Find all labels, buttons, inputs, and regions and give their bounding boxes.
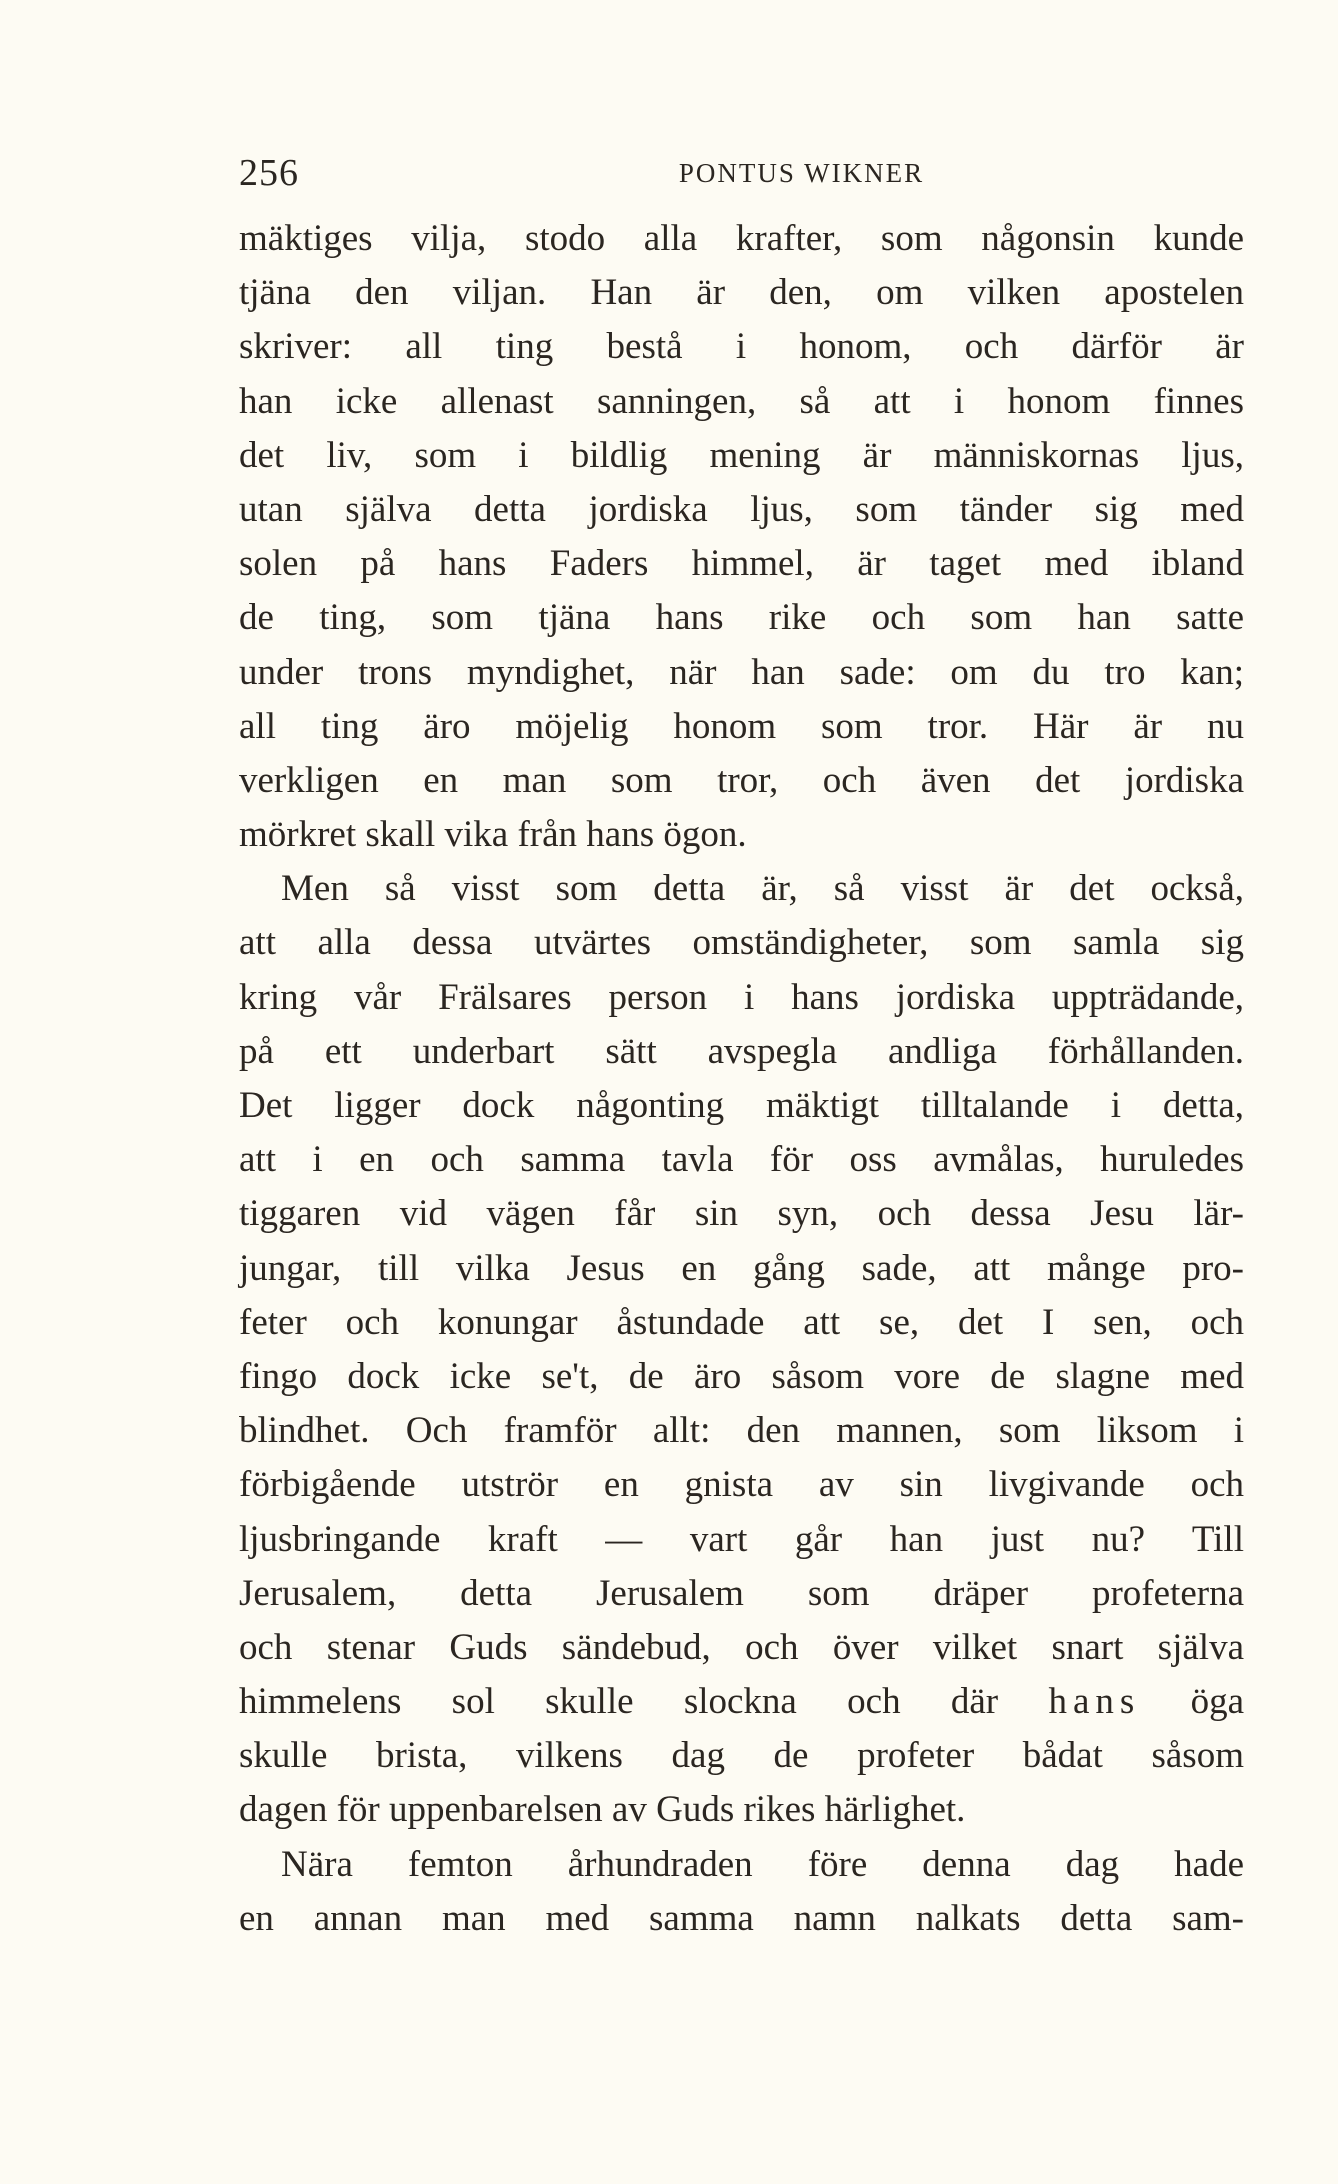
text-line-content: dagen för uppenbarelsen av Guds rikes härlighet. [239,1789,966,1831]
text-line [239,1513,1244,1567]
text-line [239,1783,1244,1837]
text-line [239,1025,1244,1079]
text-line [239,429,1244,483]
page-number: 256 [239,152,299,194]
text-line-content: all ting äro möjelig honom som tror. Här är nu [239,705,1244,747]
text-line-content: mäktiges vilja, stodo alla krafter, som någonsin kunde [239,218,1244,259]
text-line [239,754,1244,808]
text-line-content: tiggaren vid vägen får sin syn, och dessa Jesu lär- [239,1193,1244,1235]
text-line-content: det liv, som i bildlig mening är människornas ljus, [239,434,1244,476]
text-line-content: och stenar Guds sändebud, och över vilket snart själva [239,1626,1244,1668]
text-line [239,1242,1244,1296]
text-line-content: Jerusalem, detta Jerusalem som dräper profeterna [239,1572,1244,1614]
text-line [239,1838,1244,1892]
running-title: PONTUS WIKNER [678,158,925,188]
text-line-content: blindhet. Och framför allt: den mannen, som liksom i [239,1410,1244,1452]
text-line [239,1621,1244,1675]
text-line [239,1675,1244,1729]
text-line [239,375,1244,429]
text-line-content: fingo dock icke se't, de äro såsom vore de slagne med [239,1355,1244,1397]
text-line-content: Nära femton århundraden före denna dag hade [281,1843,1244,1885]
text-line-content: tjäna den viljan. Han är den, om vilken apostelen [239,272,1244,314]
text-line [239,916,1244,970]
text-line [239,483,1244,537]
emphasized-word: hans [1048,1681,1141,1723]
text-line [239,1567,1244,1621]
text-line-content: han icke allenast sanningen, så att i honom finnes [239,380,1244,422]
text-line-content: utan själva detta jordiska ljus, som tänder sig med [239,488,1244,530]
text-line [239,591,1244,645]
running-head [239,148,1244,198]
text-line-content: skriver: all ting bestå i honom, och därför är [239,326,1244,368]
text-line [239,646,1244,700]
text-line-content: under trons myndighet, när han sade: om du tro kan; [239,651,1244,693]
text-line-content: de ting, som tjäna hans rike och som han satte [239,597,1244,639]
body-text [239,212,1244,1946]
text-line [239,212,1244,266]
text-line [239,1296,1244,1350]
text-line [239,1404,1244,1458]
text-line [239,266,1244,320]
text-line [239,1892,1244,1946]
text-line-content: förbigående utströr en gnista av sin livgivande och [239,1464,1244,1506]
text-line [239,862,1244,916]
text-line [239,1458,1244,1512]
text-line-content: en annan man med samma namn nalkats detta sam- [239,1897,1244,1939]
text-line-content: mörkret skall vika från hans ögon. [239,814,747,856]
text-line [239,808,1244,862]
text-line-content: ljusbringande kraft — vart går han just nu? Till [239,1518,1244,1560]
text-line-content: skulle brista, vilkens dag de profeter bådat såsom [239,1735,1244,1777]
text-line-content: Men så visst som detta är, så visst är det också, [281,868,1244,910]
text-line-content: Det ligger dock någonting mäktigt tilltalande i detta, [239,1085,1244,1126]
text-line-content: himmelens sol skulle slockna och där [239,1681,999,1723]
text-line-tail: öga [1190,1681,1245,1723]
text-line [239,1133,1244,1187]
text-line-content: kring vår Frälsares person i hans jordiska uppträdande, [239,976,1244,1018]
text-line-content: feter och konungar åstundade att se, det I sen, och [239,1301,1244,1343]
text-line-content: jungar, till vilka Jesus en gång sade, att månge pro- [239,1247,1244,1289]
text-line [239,1079,1244,1133]
text-line [239,1729,1244,1783]
text-line-content: verkligen en man som tror, och även det jordiska [239,759,1244,801]
text-line-content: att i en och samma tavla för oss avmålas, huruledes [239,1139,1244,1181]
text-line-content: solen på hans Faders himmel, är taget med ibland [239,543,1244,585]
text-line-content: att alla dessa utvärtes omständigheter, som samla sig [239,922,1244,964]
text-line [239,1350,1244,1404]
text-line-content: på ett underbart sätt avspegla andliga förhållanden. [239,1030,1244,1072]
text-line [239,971,1244,1025]
text-line [239,1187,1244,1241]
text-line [239,700,1244,754]
text-line [239,537,1244,591]
text-line [239,320,1244,374]
